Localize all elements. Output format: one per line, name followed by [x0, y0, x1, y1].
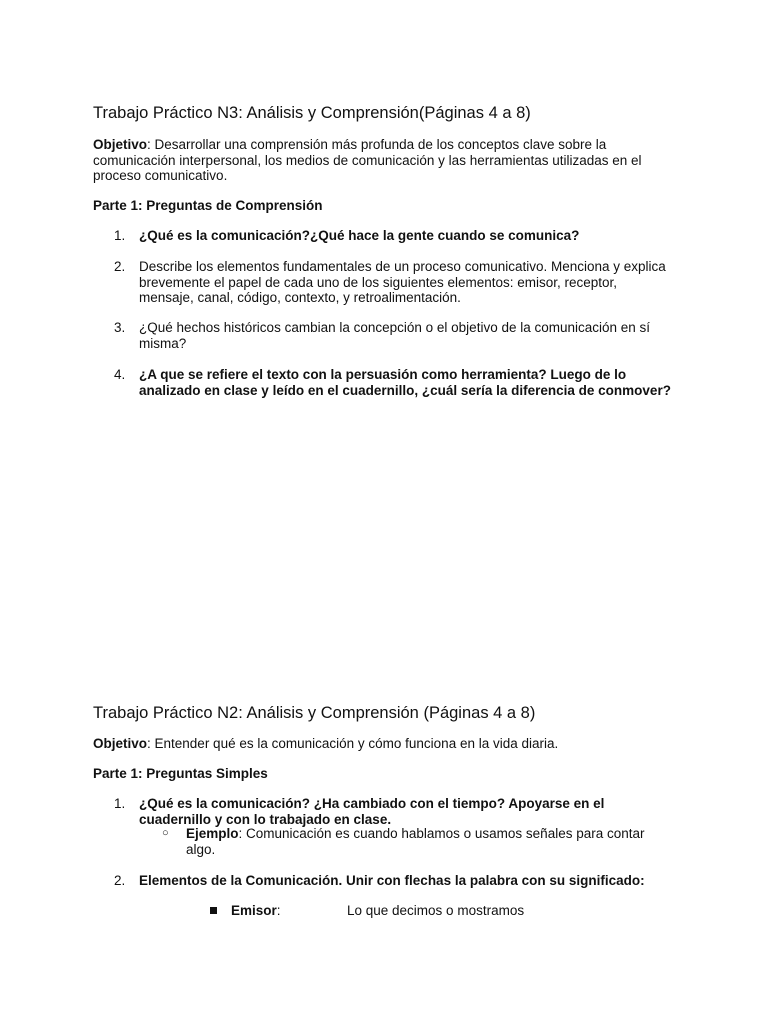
- question-text: ¿Qué es la comunicación? ¿Ha cambiado con el tiempo? Apoyarse en el cuadernillo y con lo trabajado en clase.: [139, 796, 605, 827]
- list-item: [114, 228, 674, 244]
- question-text: Elementos de la Comunicación. Unir con flechas la palabra con su significado:: [139, 873, 645, 888]
- section2-part-title: Parte 1: Preguntas Simples: [93, 766, 268, 781]
- list-number: 1.: [114, 228, 126, 243]
- list-item: [114, 259, 674, 306]
- section1-part-title: Parte 1: Preguntas de Comprensión: [93, 198, 323, 213]
- question-text: ¿Qué hechos históricos cambian la concepción o el objetivo de la comunicación en sí misma?: [139, 320, 651, 351]
- section1-title: Trabajo Práctico N3: Análisis y Comprensión(Páginas 4 a 8): [93, 104, 531, 122]
- example-label: Ejemplo: [186, 826, 239, 841]
- matching-colon: :: [276, 903, 281, 918]
- example-text: : Comunicación es cuando hablamos o usamos señales para contar algo.: [186, 826, 645, 857]
- list-item: [114, 320, 674, 351]
- objective-label: Objetivo: [93, 736, 148, 751]
- square-bullet-icon: [210, 907, 217, 914]
- list-item: [114, 367, 674, 398]
- list-item: [114, 873, 674, 889]
- section1-objective: [93, 137, 678, 184]
- matching-meaning: Lo que decimos o mostramos: [347, 903, 525, 918]
- section2-title: Trabajo Práctico N2: Análisis y Comprensión (Páginas 4 a 8): [93, 704, 536, 722]
- question-text: Describe los elementos fundamentales de un proceso comunicativo. Menciona y explica brevemente el papel de cada uno de los siguientes elementos: emisor, receptor, mensaje, canal, código, contexto, y retroalimentación.: [139, 259, 666, 305]
- list-number: 1.: [114, 796, 126, 811]
- list-number: 2.: [114, 873, 126, 888]
- matching-term: Emisor: [231, 903, 277, 918]
- objective-label: Objetivo: [93, 137, 148, 152]
- matching-item: [210, 903, 525, 919]
- section2-objective: [93, 736, 678, 752]
- list-number: 2.: [114, 259, 126, 274]
- list-item: [114, 796, 674, 827]
- objective-text: : Entender qué es la comunicación y cómo funciona en la vida diaria.: [147, 736, 559, 751]
- question-text: ¿A que se refiere el texto con la persuasión como herramienta? Luego de lo analizado en clase y leído en el cuadernillo, ¿cuál sería la diferencia de conmover?: [139, 367, 671, 398]
- question-text: ¿Qué es la comunicación?¿Qué hace la gente cuando se comunica?: [139, 228, 580, 243]
- list-number: 4.: [114, 367, 126, 382]
- circle-bullet-icon: ○: [162, 827, 169, 839]
- example-item: [162, 826, 677, 857]
- list-number: 3.: [114, 320, 126, 335]
- objective-text: : Desarrollar una comprensión más profunda de los conceptos clave sobre la comunicación interpersonal, los medios de comunicación y las herramientas utilizadas en el proceso comunicativo.: [93, 137, 642, 183]
